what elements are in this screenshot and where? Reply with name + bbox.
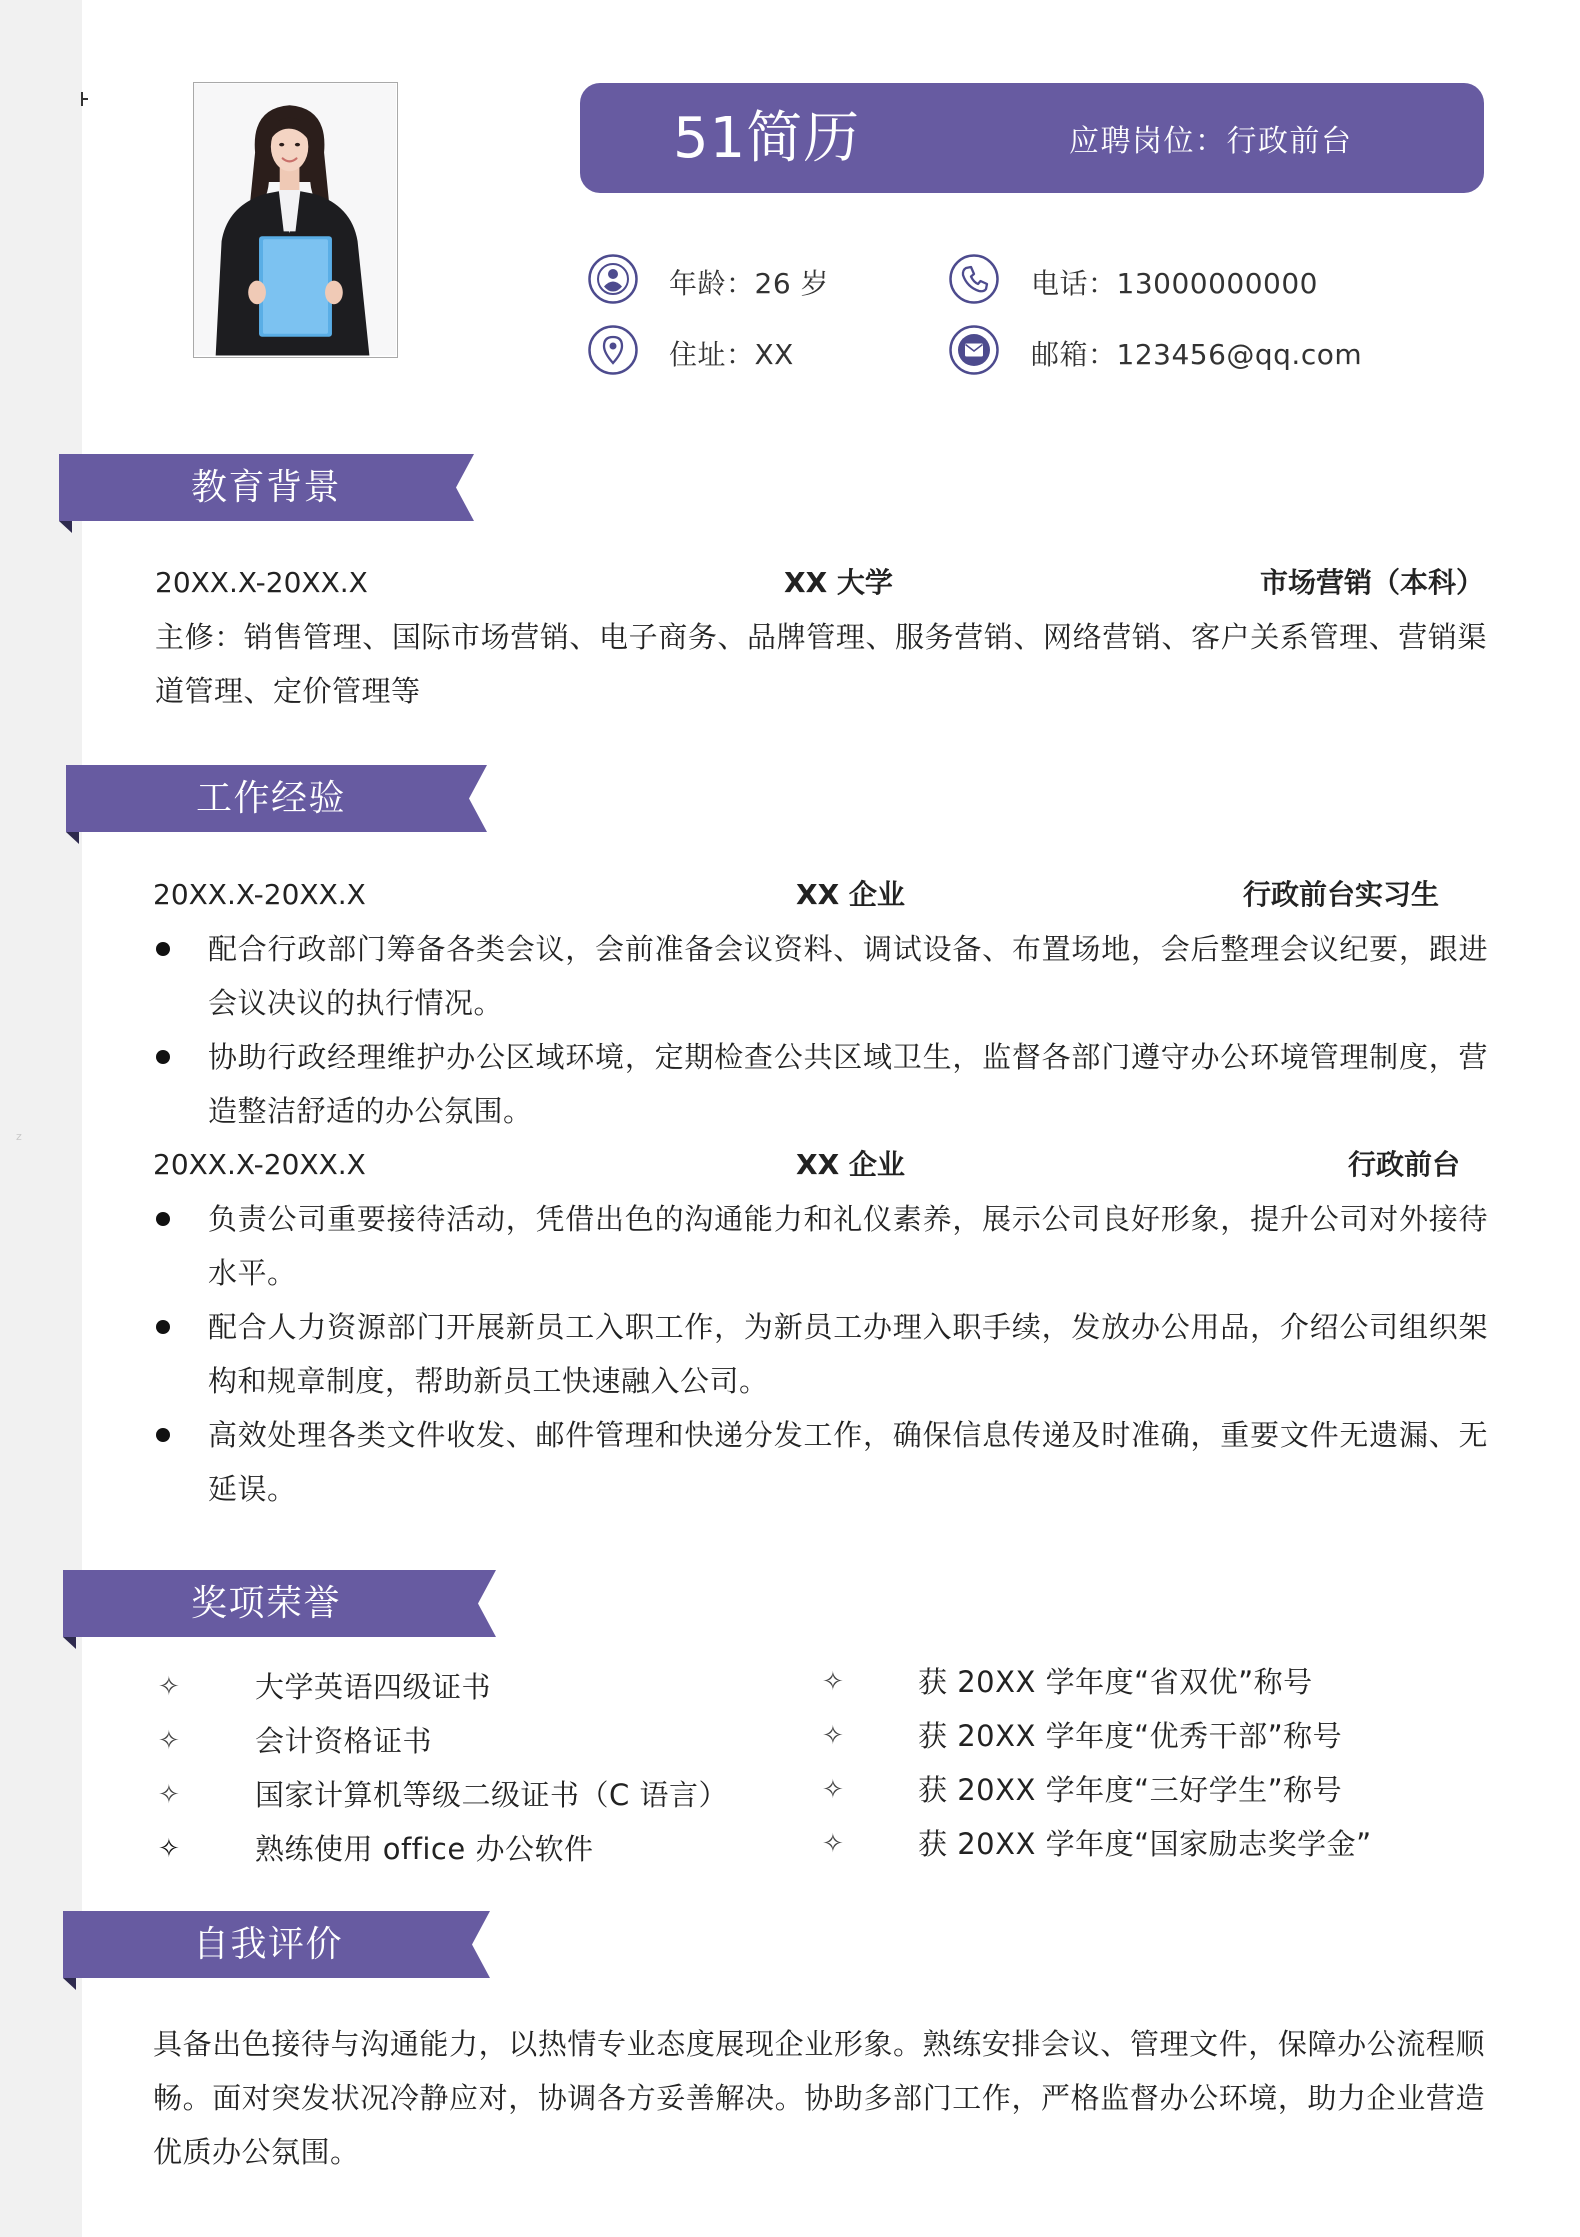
education-row [155,556,1484,610]
star-outline-icon: ✧ [158,1834,181,1864]
education-major: 市场营销（本科） [1259,566,1484,599]
work-role: 行政前台实习生 [1243,878,1440,911]
star-outline-icon: ✧ [822,1667,845,1697]
bullet-dot [156,1212,170,1226]
list-item [153,1408,1488,1516]
education-school: XX 大学 [784,566,893,599]
work-entry-header [153,868,1488,922]
award-text: 获 20XX 学年度“优秀干部”称号 [918,1719,1343,1753]
work-bullet-list [153,922,1488,1138]
section-title: 工作经验 [196,778,347,819]
star-outline-icon: ✧ [822,1775,845,1805]
bullet-dot [156,942,170,956]
bullet-dot [156,1320,170,1334]
crop-mark-horizontal [81,98,88,100]
star-outline-icon: ✧ [158,1726,181,1756]
work-company: XX 企业 [796,1148,905,1181]
section-title: 奖项荣誉 [191,1583,342,1624]
section-header-self-eval [63,1911,490,1978]
location-pin-icon [587,324,639,376]
bullet-text: 协助行政经理维护办公区域环境，定期检查公共区域卫生，监督各部门遵守办公环境管理制度，营造整洁舒适的办公氛围。 [208,1040,1488,1128]
age-info: 年龄：26 岁 [669,267,830,300]
self-evaluation-text: 具备出色接待与沟通能力，以热情专业态度展现企业形象。熟练安排会议、管理文件，保障办公流程顺畅。面对突发状况冷静应对，协调各方妥善解决。协助多部门工作，严格监督办公环境，助力企业营造优质办公氛围。 [153,2027,1485,2169]
star-outline-icon: ✧ [822,1829,845,1859]
award-text: 国家计算机等级二级证书（C 语言） [255,1778,728,1812]
work-bullet-list [153,1192,1488,1516]
address-info: 住址：XX [669,338,794,371]
star-outline-icon: ✧ [822,1721,845,1751]
star-outline-icon: ✧ [158,1780,181,1810]
margin-mark: z [16,1130,22,1143]
bullet-text: 负责公司重要接待活动，凭借出色的沟通能力和礼仪素养，展示公司良好形象，提升公司对外接待水平。 [208,1202,1488,1290]
education-period: 20XX.X-20XX.X [155,566,368,599]
list-item [153,1300,1488,1408]
profile-photo [193,82,398,358]
award-text: 获 20XX 学年度“省双优”称号 [918,1665,1313,1699]
section-header-work [66,765,487,832]
email-info: 邮箱：123456@qq.com [1031,338,1363,371]
envelope-icon [948,324,1000,376]
award-text: 会计资格证书 [255,1724,433,1758]
list-item [153,1192,1488,1300]
profile-photo-illustration [194,83,396,356]
phone-info: 电话：13000000000 [1031,267,1318,300]
user-circle-icon [587,253,639,305]
phone-icon [948,253,1000,305]
award-text: 获 20XX 学年度“三好学生”称号 [918,1773,1343,1807]
work-entry-header [153,1138,1488,1192]
work-company: XX 企业 [796,878,905,911]
bullet-text: 高效处理各类文件收发、邮件管理和快递分发工作，确保信息传递及时准确，重要文件无遗漏、无延误。 [208,1418,1488,1506]
list-item [153,1030,1488,1138]
header-banner [580,83,1484,193]
star-outline-icon: ✧ [158,1672,181,1702]
work-period: 20XX.X-20XX.X [153,1148,366,1181]
section-header-awards [63,1570,496,1637]
work-role: 行政前台 [1348,1148,1461,1181]
list-item [153,922,1488,1030]
left-sidebar-strip [0,0,82,2237]
resume-title: 51简历 [673,106,861,171]
award-text: 大学英语四级证书 [255,1670,492,1704]
award-text: 获 20XX 学年度“国家励志奖学金” [918,1827,1372,1861]
section-title: 自我评价 [193,1924,344,1965]
applied-position: 应聘岗位：行政前台 [1069,124,1353,159]
work-section [153,868,1488,1516]
bullet-text: 配合人力资源部门开展新员工入职工作，为新员工办理入职手续，发放办公用品，介绍公司组织架构和规章制度，帮助新员工快速融入公司。 [208,1310,1488,1398]
bullet-dot [156,1428,170,1442]
section-title: 教育背景 [191,467,342,508]
education-section [155,556,1487,718]
award-text: 熟练使用 office 办公软件 [255,1832,594,1866]
section-header-education [59,454,474,521]
work-period: 20XX.X-20XX.X [153,878,366,911]
bullet-text: 配合行政部门筹备各类会议，会前准备会议资料、调试设备、布置场地，会后整理会议纪要，跟进会议决议的执行情况。 [208,932,1488,1020]
education-courses: 主修：销售管理、国际市场营销、电子商务、品牌管理、服务营销、网络营销、客户关系管理、营销渠道管理、定价管理等 [155,620,1487,708]
bullet-dot [156,1050,170,1064]
